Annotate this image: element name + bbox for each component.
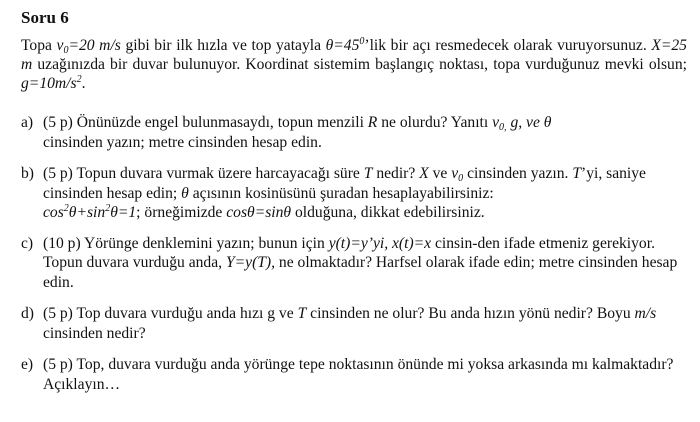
sub-question-text: cinsinden nedir? [43,324,146,342]
variable-subscript: 0, [499,122,507,133]
variable-symbol: v [492,114,500,131]
initial-velocity-symbol: v [56,37,64,54]
sub-question-label: e) [21,356,34,373]
wall-distance-value: X=25 m [21,37,687,73]
sub-question-text: cinsin-den ifade etmeniz gerekiyor. Topun duvara vurduğu anda, [43,234,655,271]
question-intro [21,36,687,93]
sub-question-label: d) [21,305,34,322]
formula-part: θ=1 [110,204,137,221]
degree-superscript: 0 [359,36,365,47]
sub-question-text: (5 p) Top duvara vurduğu anda hızı g ve [43,305,298,322]
sub-question-text: cinsinden yazın. [463,165,573,182]
gravity-value: g=10m/s [21,75,77,92]
question-title: Soru 6 [21,8,69,27]
unit-symbol: m/s [634,305,657,322]
sub-question-text: (5 p) Önünüzde engel bulunmasaydı, topun menzili [43,114,368,131]
sub-question-text: açısının kosinüsünü şuradan hesaplayabilirsiniz: [188,184,494,202]
sub-question-a [21,113,687,152]
sub-question-e [21,355,687,394]
formula-superscript: 2 [105,203,111,214]
intro-text: Topa [21,37,57,54]
formula-part: Y=y(T), [225,254,276,271]
intro-text: ’lik bir açı resmedecek olarak vuruyorsunuz. [364,37,652,54]
sub-question-label: c) [21,234,34,252]
variable-list: g, ve θ [506,114,552,131]
formula-part: cos [43,204,64,221]
sub-question-text: ’yi, saniye cinsinden hesap edin; [43,165,646,202]
time-symbol: T [363,165,373,182]
sub-question-text: ; örneğimizde [136,204,227,221]
sub-question-text: ne olurdu? Yanıtı [377,114,493,131]
sub-question-c [21,234,687,293]
sub-question-text: nedir? [372,165,420,182]
distance-symbol: X [419,165,429,182]
sub-question-text: cinsinden ne olur? Bu anda hızın yönü nedir? Boyu [306,305,635,322]
sub-question-text: olduğuna, dikkat edebilirsiniz. [291,204,485,221]
sub-question-text: (5 p) Topun duvara vurmak üzere harcayacağı süre [43,165,364,182]
initial-velocity-subscript: 0 [458,173,464,184]
formula-part: cosθ=sinθ [226,204,292,221]
gravity-superscript: 2 [76,74,82,85]
sub-question-d [21,304,687,343]
intro-text: gibi bir ilk hızla ve top yatayla [120,37,326,54]
sub-question-label: b) [21,165,34,182]
initial-velocity-subscript: 0 [63,45,69,56]
sub-question-text: ne olmaktadır? Harfsel olarak ifade edin; metre cinsinden hesap edin. [43,254,678,291]
range-symbol: R [367,114,378,131]
formula-part: y(t)=y’yi, x(t)=x [328,234,432,252]
sub-question-label: a) [21,114,34,131]
angle-symbol: θ [181,184,189,202]
formula-part: θ+sin [68,204,106,221]
initial-velocity-symbol: v [451,165,459,182]
formula-superscript: 2 [63,203,69,214]
time-symbol: T [297,305,307,322]
initial-velocity-value: =20 m/s [68,37,121,54]
sub-question-text: cinsinden yazın; metre cinsinden hesap edin. [43,133,322,151]
intro-text: uzağınızda bir duvar bulunuyor. Koordinat sistemim başlangıç noktası, topa vurduğunuz mevki olsun; [32,56,687,73]
sub-question-text: (10 p) Yörünge denklemini yazın; bunun için [43,234,329,252]
angle-value: θ=45 [325,37,360,54]
sub-question-b [21,164,687,223]
sub-question-text: ve [428,165,452,182]
intro-text: . [81,75,86,92]
sub-question-text: (5 p) Top, duvara vurduğu anda yörünge tepe noktasının önünde mi yoksa arkasında mı kalmaktadır? Açıklayın… [43,356,674,393]
time-symbol: T [572,165,581,182]
sub-questions-list [21,113,687,394]
